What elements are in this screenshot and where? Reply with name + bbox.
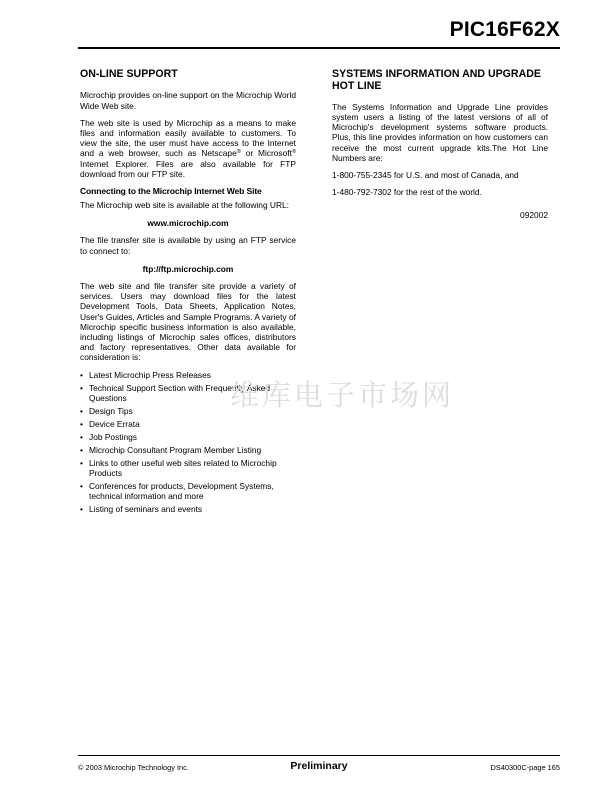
footer-rule: [78, 755, 560, 756]
ftp-url: ftp://ftp.microchip.com: [142, 263, 234, 274]
watermark: 维库电子市场网: [230, 378, 455, 412]
connecting-subheading: Connecting to the Microchip Internet Web Site: [80, 186, 262, 197]
footer: [78, 760, 560, 774]
list-item: • Technical Support Section with Frequently Asked Questions: [80, 383, 296, 403]
copyright: © 2003 Microchip Technology Inc.: [78, 763, 189, 772]
list-item: • Microchip Consultant Program Member Listing: [80, 445, 296, 455]
document-title: PIC16F62X: [449, 18, 560, 41]
list-item: • Conferences for products, Development Systems, technical information and more: [80, 481, 296, 501]
phone-us: 1-800-755-2345 for U.S. and most of Canada, and: [332, 170, 519, 181]
ftp-intro: The file transfer site is available by using an FTP service to connect to:: [80, 235, 296, 256]
hotline-paragraph: The Systems Information and Upgrade Line provides system users a listing of the latest versions of all of Microchip's development systems software products. Plus, this line provides information on how customers can receive the most current upgrade kits.The Hot Line Numbers are:: [332, 101, 548, 163]
web-url: www.microchip.com: [147, 218, 229, 229]
document-code: 092002: [520, 210, 548, 221]
list-item: • Latest Microchip Press Releases: [80, 370, 296, 380]
preliminary-label: Preliminary: [290, 760, 348, 772]
left-column: [80, 68, 296, 517]
online-support-heading: ON-LINE SUPPORT: [80, 68, 178, 80]
list-item: • Links to other useful web sites related to Microchip Products: [80, 458, 296, 478]
url-intro: The Microchip web site is available at the following URL:: [80, 200, 290, 211]
services-paragraph: The web site and file transfer site provide a variety of services. Users may download files for the latest Development Tools, Data Sheets, Application Notes, User's Guides, Articles and Sample Programs. A variety of Microchip specific business information is also available, including listings of Microchip sales offices, distributors and factory representatives. Other data available for consideration is:: [80, 281, 296, 363]
hotline-heading: SYSTEMS INFORMATION AND UPGRADE HOT LINE: [332, 68, 541, 93]
header-rule: [78, 47, 560, 49]
page-number: DS40300C-page 165: [490, 763, 560, 772]
list-item: • Device Errata: [80, 419, 296, 429]
right-column: [332, 68, 548, 221]
list-item: • Design Tips: [80, 406, 296, 416]
phone-world: 1-480-792-7302 for the rest of the world.: [332, 187, 482, 198]
online-support-intro: Microchip provides on-line support on the Microchip World Wide Web site.: [80, 90, 296, 111]
list-item: • Job Postings: [80, 432, 296, 442]
web-site-paragraph: The web site is used by Microchip as a means to make files and information easily available to customers. To view the site, the user must have access to the Internet and a web browser, such as Netscape® or Microsoft® Internet Explorer. Files are also available for FTP download from our FTP site.: [80, 117, 296, 179]
list-item: • Listing of seminars and events: [80, 504, 296, 514]
